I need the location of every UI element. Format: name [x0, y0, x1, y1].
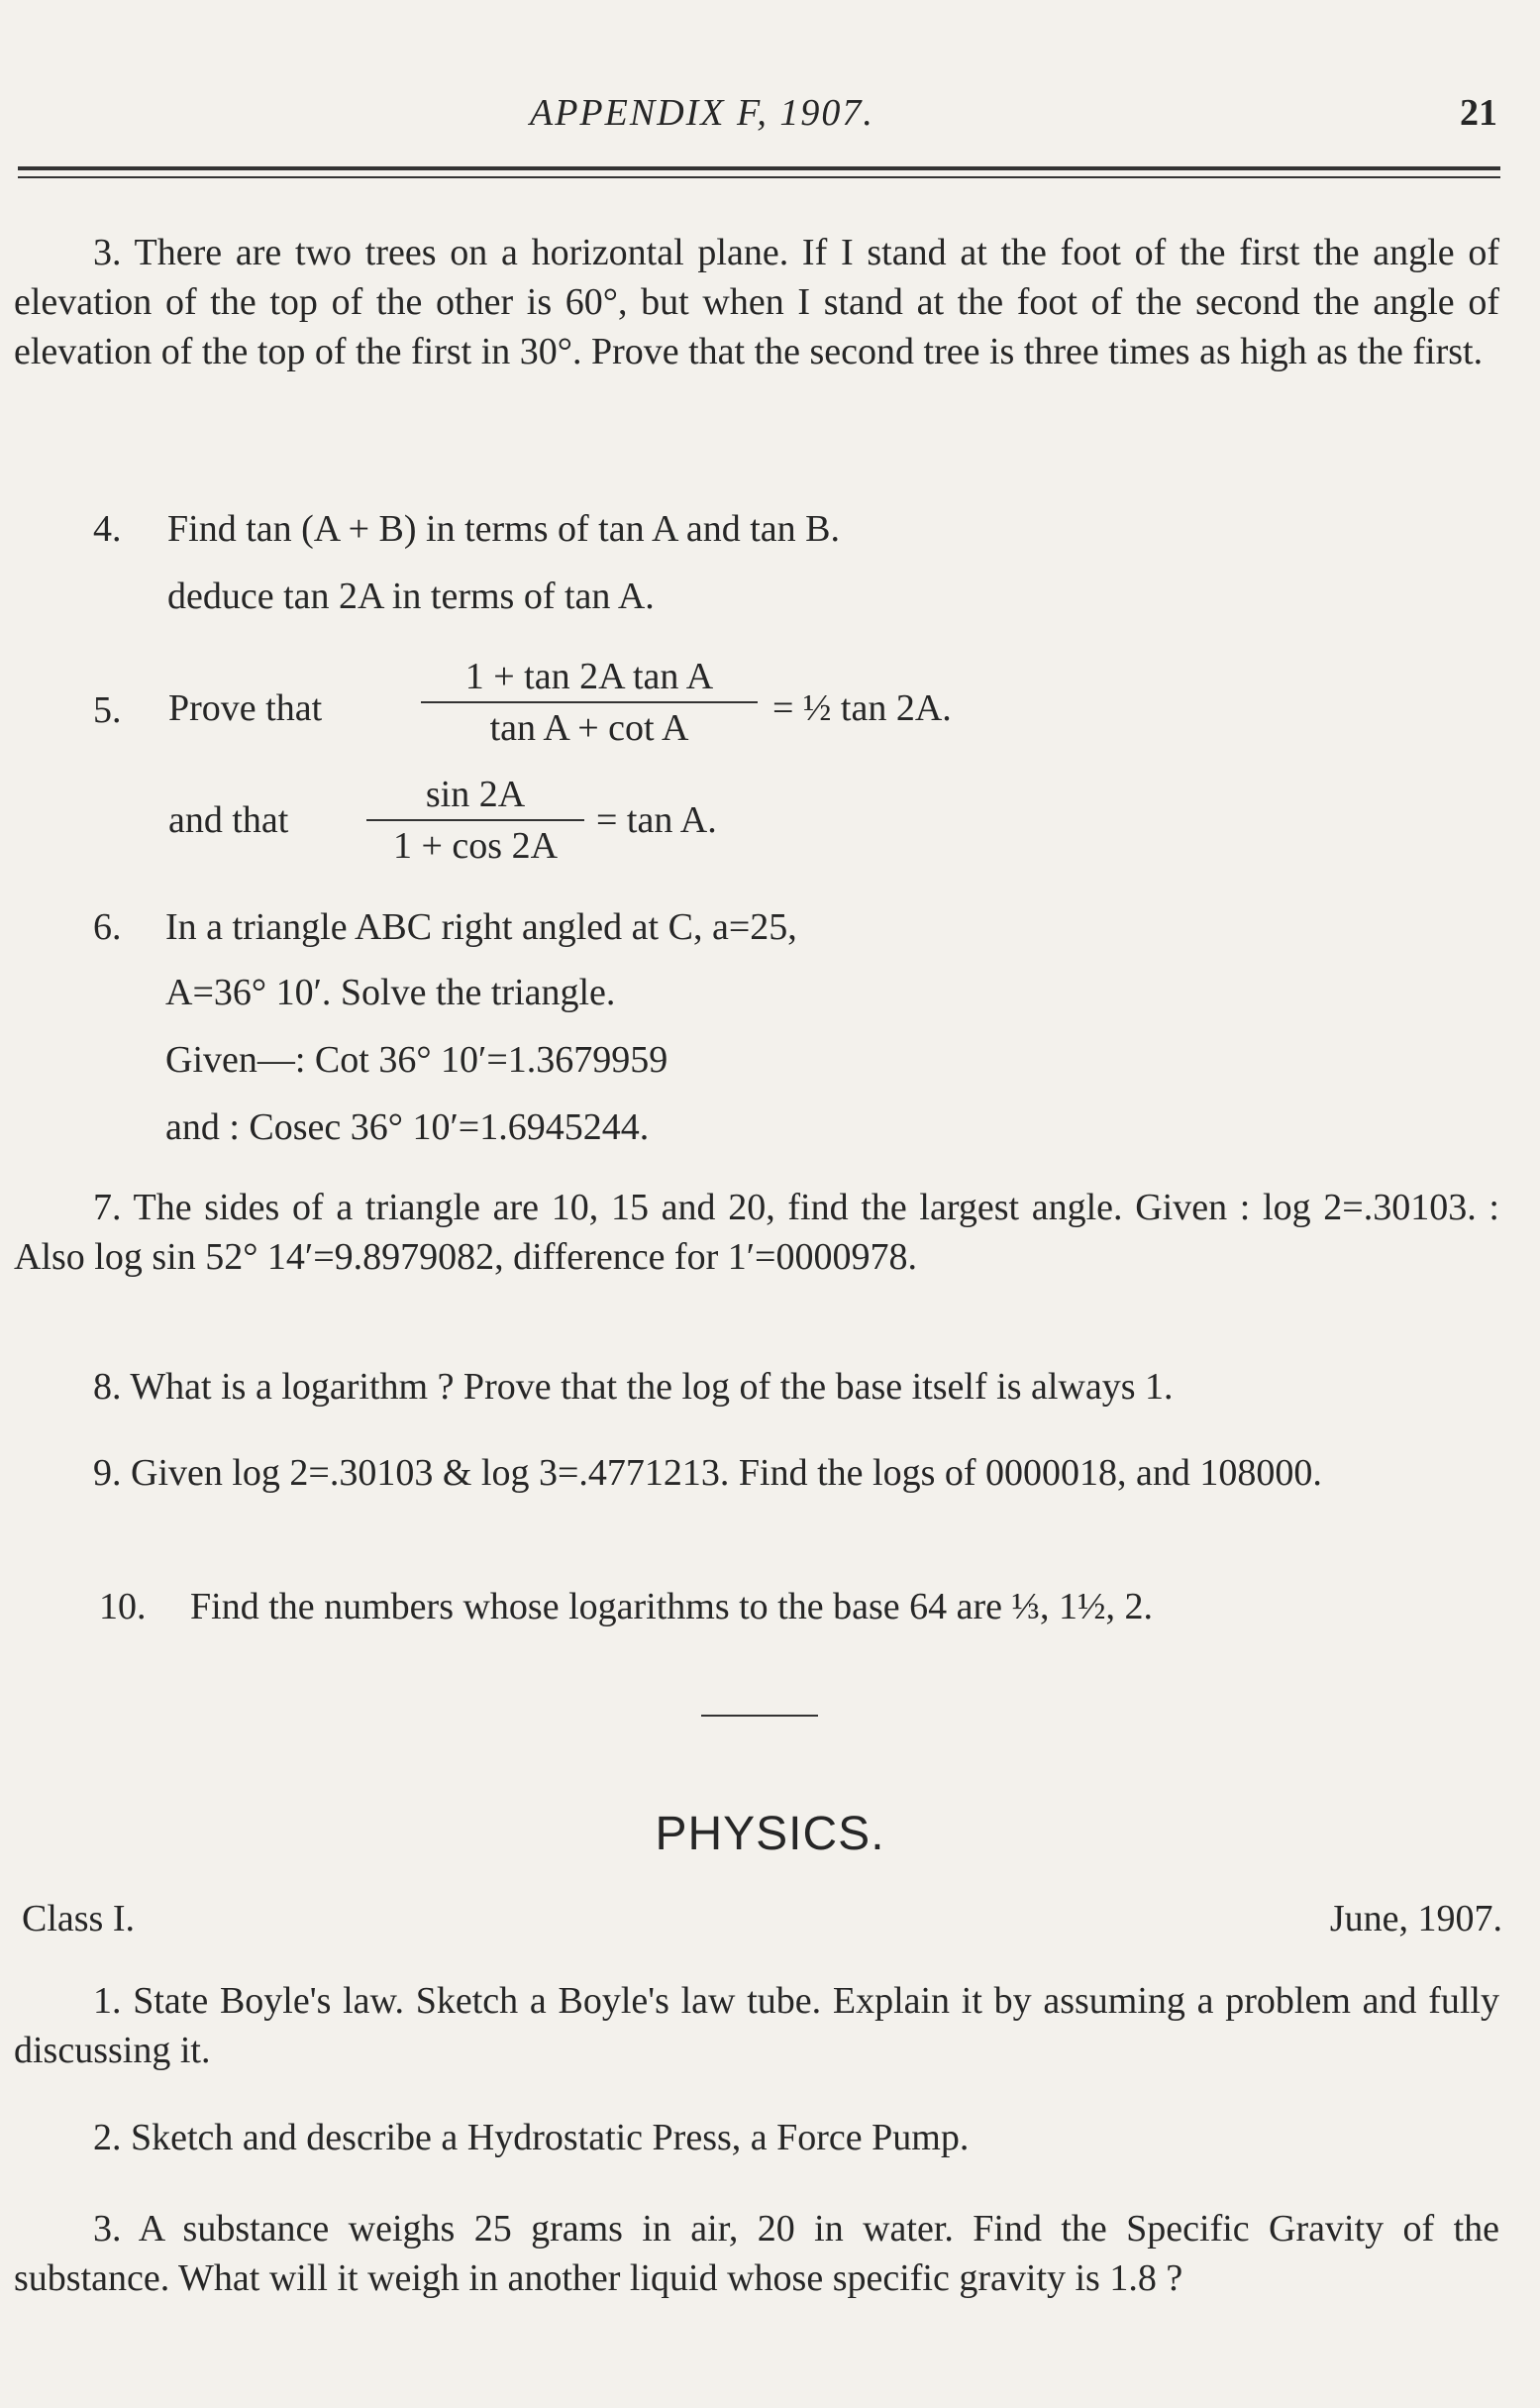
running-title: APPENDIX F, 1907. — [530, 92, 874, 134]
question-5-prove-that: Prove that — [168, 687, 323, 729]
page-number: 21 — [1460, 92, 1497, 134]
question-6-line-2: A=36° 10′. Solve the triangle. — [165, 972, 616, 1013]
physics-question-1: 1. State Boyle's law. Sketch a Boyle's law tube. Explain it by assuming a problem and fully discussing it. — [14, 1980, 1499, 2071]
question-5-fraction-2 — [366, 772, 584, 869]
question-5-rhs-2: = tan A. — [596, 799, 717, 841]
question-4-line-2: deduce tan 2A in terms of tan A. — [167, 576, 655, 617]
physics-question-3: 3. A substance weighs 25 grams in air, 20 in water. Find the Specific Gravity of the substance. What will it weigh in another liquid whose specific gravity is 1.8 ? — [14, 2208, 1499, 2299]
physics-question-2: 2. Sketch and describe a Hydrostatic Press, a Force Pump. — [93, 2117, 970, 2158]
question-6-line-3: Given—: Cot 36° 10′=1.3679959 — [165, 1039, 668, 1081]
header-rule-thin — [18, 176, 1500, 178]
question-8: 8. What is a logarithm ? Prove that the log of the base itself is always 1. — [93, 1366, 1174, 1408]
question-4-number: 4. — [93, 508, 122, 550]
question-6-number: 6. — [93, 906, 122, 948]
header-rule-thick — [18, 166, 1500, 170]
question-10-text: Find the numbers whose logarithms to the base 64 are ⅓, 1½, 2. — [190, 1586, 1154, 1627]
fraction-2-bar — [366, 819, 584, 821]
section-divider — [701, 1715, 818, 1717]
fraction-1-numerator: 1 + tan 2A tan A — [464, 656, 714, 697]
fraction-2-denominator: 1 + cos 2A — [392, 825, 559, 867]
question-5-fraction-1 — [421, 654, 758, 751]
question-10-number: 10. — [99, 1586, 147, 1627]
question-6-line-4: and : Cosec 36° 10′=1.6945244. — [165, 1106, 650, 1148]
question-3: 3. There are two trees on a horizontal plane. If I stand at the foot of the first the angle of elevation of the top of the other is 60°, but when I stand at the foot of the second the angle of elevation of the top of the first in 30°. Prove that the second tree is three times as high as the first. — [14, 232, 1499, 372]
question-4-line-1: Find tan (A + B) in terms of tan A and tan B. — [167, 508, 840, 550]
question-5-rhs-1: = ½ tan 2A. — [772, 687, 952, 729]
section-title-physics: PHYSICS. — [655, 1808, 885, 1860]
question-5-number: 5. — [93, 689, 122, 731]
question-7: 7. The sides of a triangle are 10, 15 and 20, find the largest angle. Given : log 2=.30103. : Also log sin 52° 14′=9.8979082, difference for 1′=0000978. — [14, 1187, 1499, 1278]
fraction-2-numerator: sin 2A — [425, 774, 526, 815]
page-header — [0, 91, 1540, 151]
class-label: Class I. — [22, 1898, 135, 1939]
fraction-1-bar — [421, 701, 758, 703]
fraction-1-denominator: tan A + cot A — [489, 707, 689, 749]
question-9: 9. Given log 2=.30103 & log 3=.4771213. Find the logs of 0000018, and 108000. — [93, 1452, 1322, 1494]
exam-date: June, 1907. — [1329, 1898, 1502, 1939]
question-5-and-that: and that — [168, 799, 289, 841]
question-6-line-1: In a triangle ABC right angled at C, a=25, — [165, 906, 797, 948]
